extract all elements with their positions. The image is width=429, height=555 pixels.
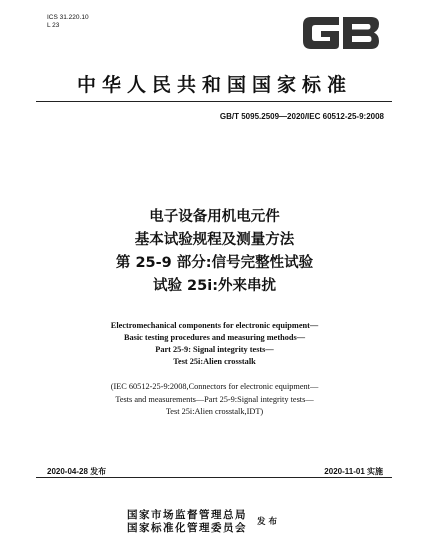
english-title-line: Part 25-9: Signal integrity tests— [155,345,274,354]
idt-note [0,381,429,419]
header-rule [36,101,392,102]
classification-codes [47,14,89,30]
english-title-line: Test 25i:Alien crosstalk [173,357,256,366]
issuer-name: 国家市场监督管理总局 [127,509,247,521]
chinese-title-line: 试验 25i:外来串扰 [153,278,276,294]
gb-logo [299,10,383,56]
issuer-name: 国家标准化管理委员会 [127,522,247,534]
english-title [0,320,429,368]
ccs-code: L 23 [47,22,60,29]
ics-code: ICS 31.220.10 [47,14,89,21]
chinese-title-line: 电子设备用机电元件 [149,209,280,225]
idt-note-line: Test 25i:Alien crosstalk,IDT) [165,407,264,416]
implementation-date: 2020-11-01 实施 [324,467,383,476]
chinese-title [0,206,429,298]
idt-note-line: (IEC 60512-25-9:2008,Connectors for electronic equipment— [110,382,319,391]
idt-note-line: Tests and measurements—Part 25-9:Signal integrity tests— [115,394,314,404]
standard-number: GB/T 5095.2509—2020/IEC 60512-25-9:2008 [219,112,384,121]
english-title-line: Electromechanical components for electronic equipment— [110,321,319,330]
release-date: 2020-04-28 发布 [47,467,107,476]
chinese-title-line: 第 25-9 部分:信号完整性试验 [115,255,314,271]
national-standard-title: 中华人民共和国国家标准 [76,74,352,96]
footer-rule [36,477,392,478]
chinese-title-line: 基本试验规程及测量方法 [134,232,295,248]
publish-label: 发布 [257,517,281,527]
english-title-line: Basic testing procedures and measuring methods— [123,333,306,342]
issuing-authorities [127,509,247,535]
